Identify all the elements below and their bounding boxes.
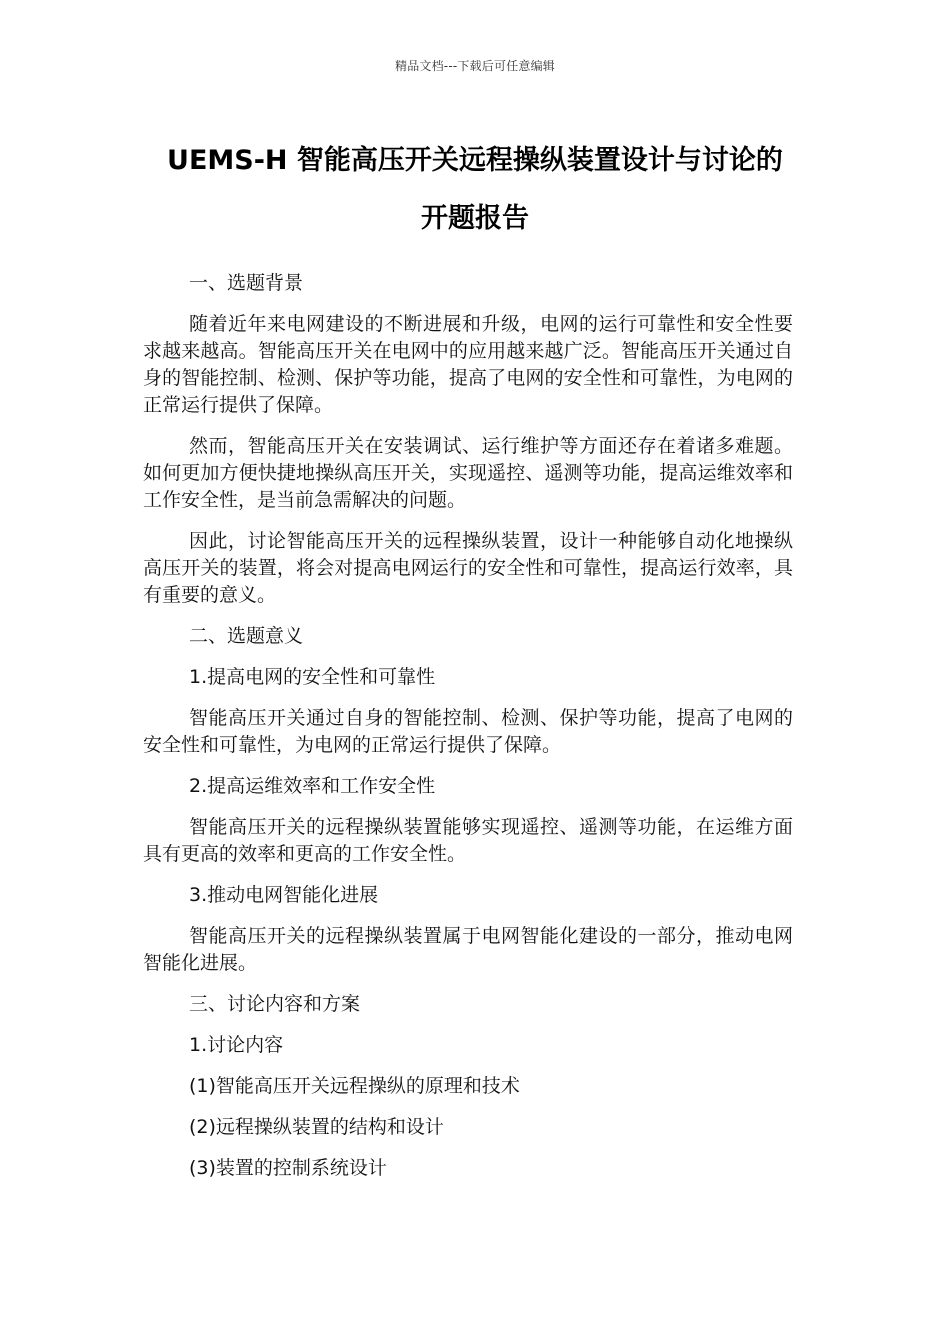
list-item: (3)装置的控制系统设计 bbox=[189, 1157, 387, 1179]
section-heading-significance: 二、选题意义 bbox=[189, 625, 304, 647]
paragraph: 因此，讨论智能高压开关的远程操纵装置，设计一种能够自动化地操纵高压开关的装置，将会对提高电网运行的安全性和可靠性，提高运行效率，具有重要的意义。 bbox=[143, 530, 793, 606]
paragraph: 智能高压开关通过自身的智能控制、检测、保护等功能，提高了电网的安全性和可靠性，为电网的正常运行提供了保障。 bbox=[143, 707, 793, 756]
page-header: 精品文档---下载后可任意编辑 bbox=[395, 59, 555, 73]
paragraph: 智能高压开关的远程操纵装置属于电网智能化建设的一部分，推动电网智能化进展。 bbox=[143, 925, 793, 974]
document-body bbox=[143, 270, 793, 1196]
list-item: (1)智能高压开关远程操纵的原理和技术 bbox=[189, 1075, 520, 1097]
subheading: 3.推动电网智能化进展 bbox=[189, 884, 379, 906]
subheading: 2.提高运维效率和工作安全性 bbox=[189, 775, 436, 797]
section-heading-background: 一、选题背景 bbox=[189, 272, 304, 294]
paragraph: 智能高压开关的远程操纵装置能够实现遥控、遥测等功能，在运维方面具有更高的效率和更高的工作安全性。 bbox=[143, 816, 793, 865]
list-item: (2)远程操纵装置的结构和设计 bbox=[189, 1116, 444, 1138]
title-line-2: 开题报告 bbox=[421, 203, 529, 234]
document-title bbox=[100, 132, 850, 248]
section-heading-content-plan: 三、讨论内容和方案 bbox=[189, 993, 361, 1015]
paragraph: 随着近年来电网建设的不断进展和升级，电网的运行可靠性和安全性要求越来越高。智能高压开关在电网中的应用越来越广泛。智能高压开关通过自身的智能控制、检测、保护等功能，提高了电网的安全性和可靠性，为电网的正常运行提供了保障。 bbox=[143, 313, 793, 416]
subheading: 1.讨论内容 bbox=[189, 1034, 284, 1056]
subheading: 1.提高电网的安全性和可靠性 bbox=[189, 666, 436, 688]
title-line-1: UEMS-H 智能高压开关远程操纵装置设计与讨论的 bbox=[167, 145, 783, 176]
paragraph: 然而，智能高压开关在安装调试、运行维护等方面还存在着诸多难题。如何更加方便快捷地操纵高压开关，实现遥控、遥测等功能，提高运维效率和工作安全性，是当前急需解决的问题。 bbox=[143, 435, 793, 511]
